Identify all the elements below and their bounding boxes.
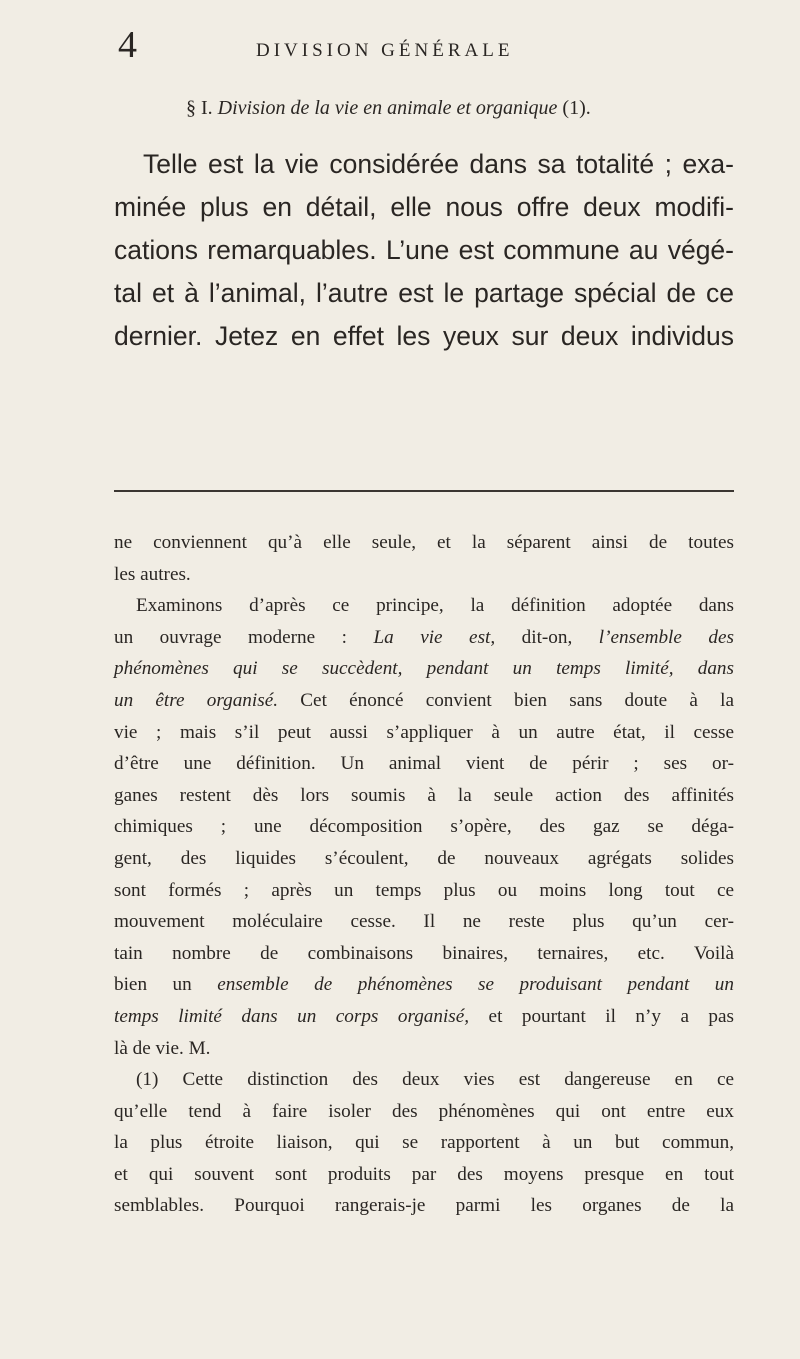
footnote-1: [114, 1064, 734, 1222]
footnote-line: vie ; mais s’il peut aussi s’appliquer à un autre état, il cesse: [114, 721, 734, 743]
main-text-line: minée plus en détail, elle nous offre deux modifi-: [114, 192, 734, 222]
main-text-line: tal et à l’animal, l’autre est le partage spécial de ce: [114, 278, 734, 308]
footnote-line: temps limité dans un corps organisé, et pourtant il n’y a pas: [114, 1005, 734, 1027]
footnote-line: (1) Cette distinction des deux vies est dangereuse en ce: [136, 1069, 734, 1091]
footnote-line: les autres.: [114, 563, 191, 585]
footnote-line: [114, 653, 734, 685]
footnote-line: semblables. Pourquoi rangerais-je parmi les organes de la: [114, 1195, 734, 1217]
running-head-title: DIVISION GÉNÉRALE: [256, 40, 514, 61]
main-text-line: dernier. Jetez en effet les yeux sur deux individus: [114, 321, 734, 351]
running-head: [118, 26, 740, 74]
footnote-editor-M: [114, 590, 734, 1064]
footnote-line: chimiques ; une décomposition s’opère, des gaz se déga-: [114, 816, 734, 838]
footnote-line: un être organisé. Cet énoncé convient bien sans doute à la: [114, 689, 734, 711]
footnote-rule: [114, 490, 734, 492]
main-text-line: Telle est la vie considérée dans sa totalité ; exa-: [143, 149, 734, 179]
italic-run: l’ensemble des: [598, 626, 734, 648]
italic-run: La vie est,: [373, 626, 496, 648]
italic-run: ensemble de phénomènes se produisant pendant un: [217, 974, 734, 996]
footnote-line: et qui souvent sont produits par des moyens presque en tout: [114, 1163, 734, 1185]
italic-run: un être organisé.: [114, 689, 279, 711]
footnote-line: ganes restent dès lors soumis à la seule action des affinités: [114, 784, 734, 806]
footnote-line: tain nombre de combinaisons binaires, ternaires, etc. Voilà: [114, 942, 734, 964]
footnote-line: bien un ensemble de phénomènes se produisant pendant un: [114, 974, 734, 996]
section-heading: [186, 97, 591, 120]
footnotes: [114, 527, 734, 1222]
section-title: Division de la vie en animale et organique: [217, 97, 558, 119]
footnote-line: mouvement moléculaire cesse. Il ne reste plus qu’un cer-: [114, 911, 734, 933]
section-mark: § I.: [186, 97, 213, 119]
section-note-ref: (1).: [562, 97, 591, 119]
footnote-line: là de vie. M.: [114, 1037, 211, 1059]
main-text-line: cations remarquables. L’une est commune au végé-: [114, 235, 734, 265]
footnote-line: sont formés ; après un temps plus ou moins long tout ce: [114, 879, 734, 901]
footnote-line: Examinons d’après ce principe, la définition adoptée dans: [136, 595, 734, 617]
footnote-line: d’être une définition. Un animal vient de périr ; ses or-: [114, 753, 734, 775]
footnote-line: un ouvrage moderne : La vie est, dit-on, l’ensemble des: [114, 626, 734, 648]
italic-run: phénomènes qui se succèdent, pendant un temps limité, dans: [114, 658, 734, 680]
footnote-line: ne conviennent qu’à elle seule, et la séparent ainsi de toutes: [114, 532, 734, 553]
footnote-line: qu’elle tend à faire isoler des phénomènes qui ont entre eux: [114, 1100, 734, 1122]
footnote-line: gent, des liquides s’écoulent, de nouveaux agrégats solides: [114, 847, 734, 869]
italic-run: temps limité dans un corps organisé,: [114, 1005, 470, 1027]
page-number: 4: [118, 24, 137, 66]
footnote-continuation: [114, 527, 734, 590]
main-paragraph: [114, 143, 734, 358]
footnote-line: la plus étroite liaison, qui se rapportent à un but commun,: [114, 1132, 734, 1154]
